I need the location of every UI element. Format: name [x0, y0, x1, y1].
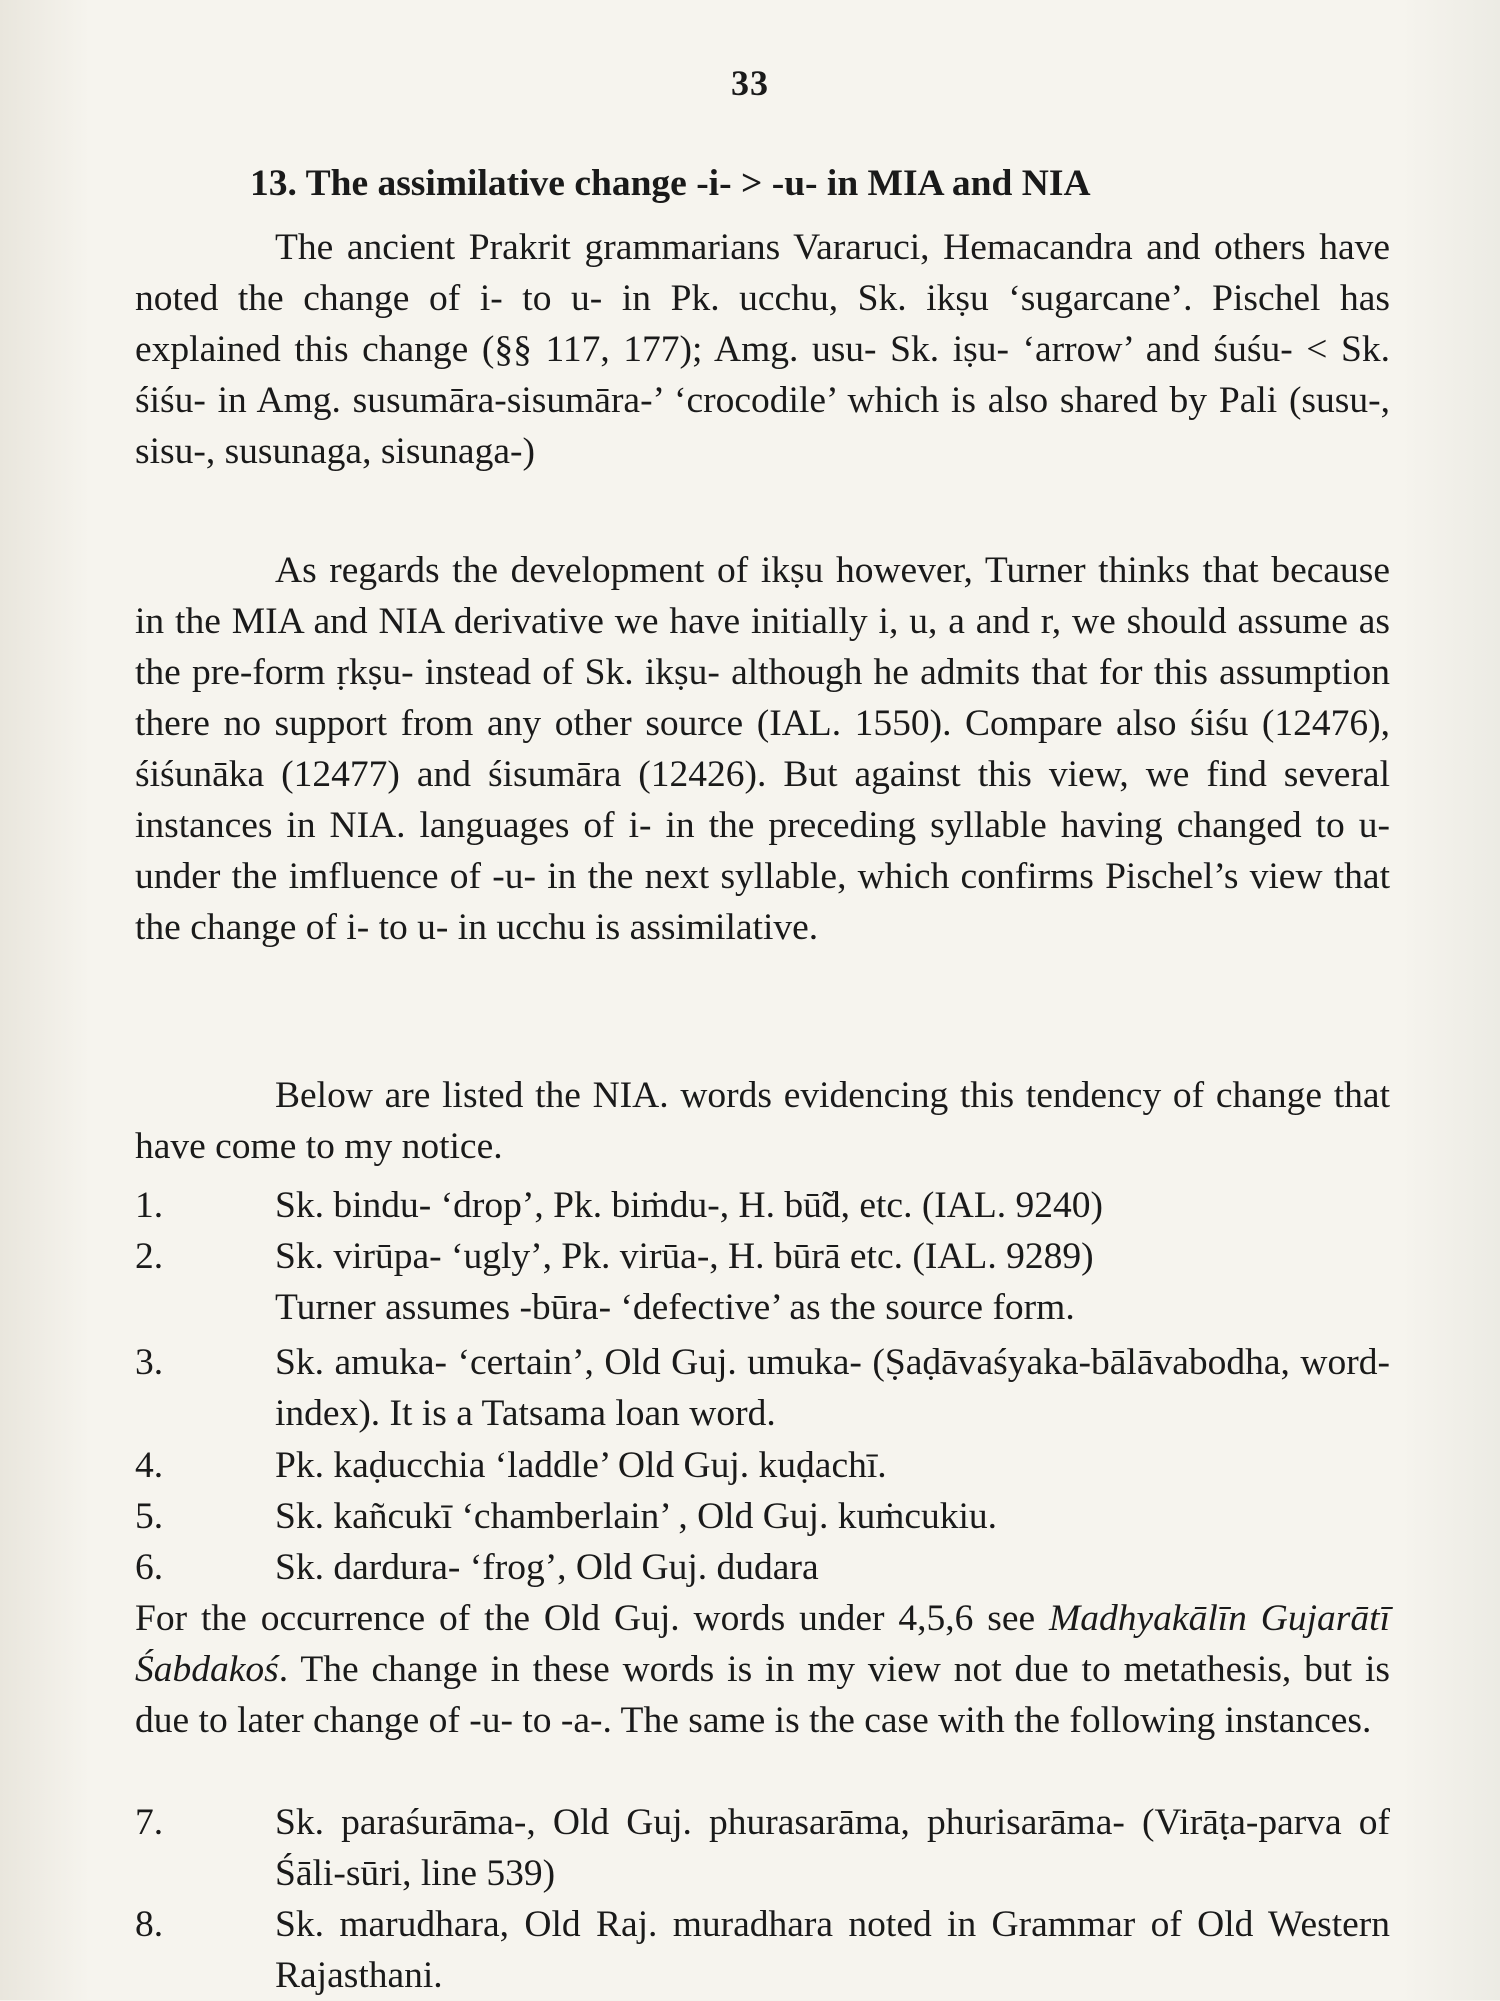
- list-item-number: 6.: [135, 1547, 164, 1588]
- list-item-number: 8.: [135, 1904, 164, 1945]
- note-rest: . The change in these words is in my view not due to metathesis, but is due to later change of -u- to -a-. The same is the case with the following instances.: [135, 1649, 1390, 1741]
- paragraph-1: The ancient Prakrit grammarians Vararuci, Hemacandra and others have noted the change of i- to u- in Pk. ucchu, Sk. ikṣu ‘sugarcane’. Pischel has explained this change (§§ 117, 177); Amg. usu- Sk. iṣu- ‘arrow’ and śuśu- < Sk. śiśu- in Amg. susumāra-sisumāra-’ ‘crocodile’ which is also shared by Pali (susu-, sisu-, susunaga, sisunaga-): [135, 227, 1390, 472]
- paragraph-2: As regards the development of ikṣu however, Turner thinks that because in the MIA and NIA derivative we have initially i, u, a and r, we should assume as the pre-form ṛkṣu- instead of Sk. ikṣu- although he admits that for this assumption there no support from any other source (IAL. 1550). Compare also śiśu (12476), śiśunāka (12477) and śisumāra (12426). But against this view, we find several instances in NIA. languages of i- in the preceding syllable having changed to u- under the imfluence of -u- in the next syllable, which confirms Pischel’s view that the change of i- to u- in ucchu is assimilative.: [135, 550, 1390, 948]
- list-item: [135, 1440, 1390, 1491]
- list-item-text: Sk. paraśurāma-, Old Guj. phurasarāma, phurisarāma- (Virāṭa-parva of Śāli-sūri, line 539): [275, 1802, 1390, 1894]
- list-item-text: Sk. amuka- ‘certain’, Old Guj. umuka- (Ṣaḍāvaśyaka-bālāvabodha, word-index). It is a Tatsama loan word.: [275, 1342, 1390, 1434]
- list-item-text: Sk. virūpa- ‘ugly’, Pk. virūa-, H. būrā etc. (IAL. 9289): [275, 1236, 1094, 1277]
- list-item: [135, 1542, 1390, 1593]
- paragraph-3: Below are listed the NIA. words evidencing this tendency of change that have come to my notice.: [135, 1075, 1390, 1167]
- list-item-number: 4.: [135, 1445, 164, 1486]
- list-item: [135, 1491, 1390, 1542]
- note-paragraph: [135, 1593, 1390, 1746]
- list-item-text: Sk. kañcukī ‘chamberlain’ , Old Guj. kuṁcukiu.: [275, 1496, 998, 1537]
- list-item-number: 7.: [135, 1802, 164, 1843]
- list-item-text: Pk. kaḍucchia ‘laddle’ Old Guj. kuḍachī.: [275, 1445, 887, 1486]
- list-item: [135, 1899, 1390, 2001]
- list-item: [135, 1337, 1390, 1439]
- list-item: [135, 1797, 1390, 1899]
- list-item: [135, 1231, 1390, 1333]
- list-item-number: 3.: [135, 1342, 164, 1383]
- page-number: 33: [731, 63, 769, 103]
- list-item-number: 5.: [135, 1496, 164, 1537]
- list-item-text: Sk. dardura- ‘frog’, Old Guj. dudara: [275, 1547, 819, 1588]
- list-item-number: 2.: [135, 1236, 164, 1277]
- list-item: [135, 1180, 1390, 1231]
- list-item-text: Sk. marudhara, Old Raj. muradhara noted in Grammar of Old Western Rajasthani.: [275, 1904, 1390, 1996]
- list-item-text: Sk. bindu- ‘drop’, Pk. biṁdu-, H. bū̃d, etc. (IAL. 9240): [275, 1185, 1104, 1226]
- note-title: Madhyakālīn Gujarātī Śabdakoś: [135, 1598, 1390, 1690]
- section-heading: 13. The assimilative change -i- > -u- in MIA and NIA: [250, 163, 1091, 204]
- note-lead: For the occurrence of the Old Guj. words under 4,5,6 see: [135, 1598, 1050, 1639]
- list-item-number: 1.: [135, 1185, 164, 1226]
- list-item-extra: Turner assumes -būra- ‘defective’ as the source form.: [275, 1287, 1075, 1328]
